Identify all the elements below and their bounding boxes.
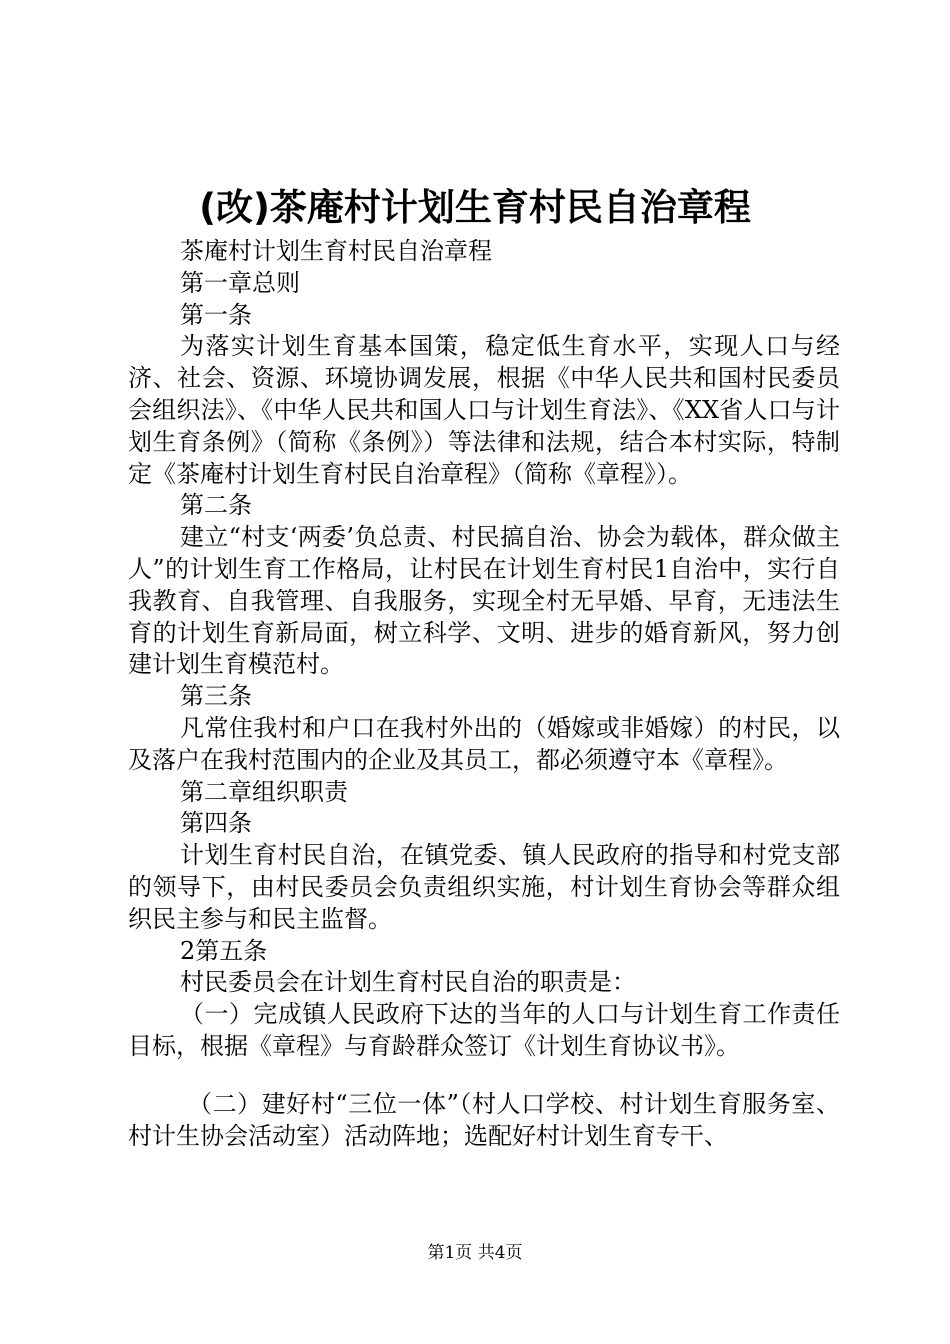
chapter-heading: 第二章组织职责 bbox=[180, 777, 348, 806]
article-heading: 2第五条 bbox=[180, 936, 268, 965]
list-item-paragraph: （二）建好村“三位一体”（村人口学校、村计划生育服务室、村计生协会活动室）活动阵地；选配好村计划生育专干、 bbox=[128, 1089, 840, 1150]
article-body-paragraph: 为落实计划生育基本国策，稳定低生育水平，实现人口与经济、社会、资源、环境协调发展，根据《中华人民共和国村民委员会组织法》、《中华人民共和国人口与计划生育法》、《XX省人口与计划生育条例》（简称《条例》）等法律和法规，结合本村实际，特制定《茶庵村计划生育村民自治章程》（简称《章程》）。 bbox=[128, 332, 840, 488]
article-body-paragraph: 凡常住我村和户口在我村外出的（婚嫁或非婚嫁）的村民，以及落户在我村范围内的企业及其员工，都必须遵守本《章程》。 bbox=[128, 713, 840, 774]
article-body-paragraph: 村民委员会在计划生育村民自治的职责是： bbox=[180, 968, 636, 997]
page-title: (改)茶庵村计划生育村民自治章程 bbox=[199, 186, 751, 229]
article-heading: 第三条 bbox=[180, 682, 252, 711]
article-heading: 第二条 bbox=[180, 491, 252, 520]
chapter-heading: 第一章总则 bbox=[180, 268, 300, 297]
page-footer: 第1页 共4页 bbox=[427, 1243, 523, 1263]
article-heading: 第一条 bbox=[180, 300, 252, 329]
article-body-paragraph: 建立“村支‘两委’负总责、村民搞自治、协会为载体，群众做主人”的计划生育工作格局，让村民在计划生育村民1自治中，实行自我教育、自我管理、自我服务，实现全村无早婚、早育，无违法生育的计划生育新局面，树立科学、文明、进步的婚育新风，努力创建计划生育模范村。 bbox=[128, 523, 840, 679]
document-body bbox=[128, 236, 840, 1152]
article-body-paragraph: 计划生育村民自治，在镇党委、镇人民政府的指导和村党支部的领导下，由村民委员会负责组织实施，村计划生育协会等群众组织民主参与和民主监督。 bbox=[128, 841, 840, 933]
list-item-paragraph: （一）完成镇人民政府下达的当年的人口与计划生育工作责任目标，根据《章程》与育龄群众签订《计划生育协议书》。 bbox=[128, 1000, 840, 1060]
article-heading: 第四条 bbox=[180, 809, 252, 838]
subtitle-paragraph: 茶庵村计划生育村民自治章程 bbox=[180, 237, 492, 265]
